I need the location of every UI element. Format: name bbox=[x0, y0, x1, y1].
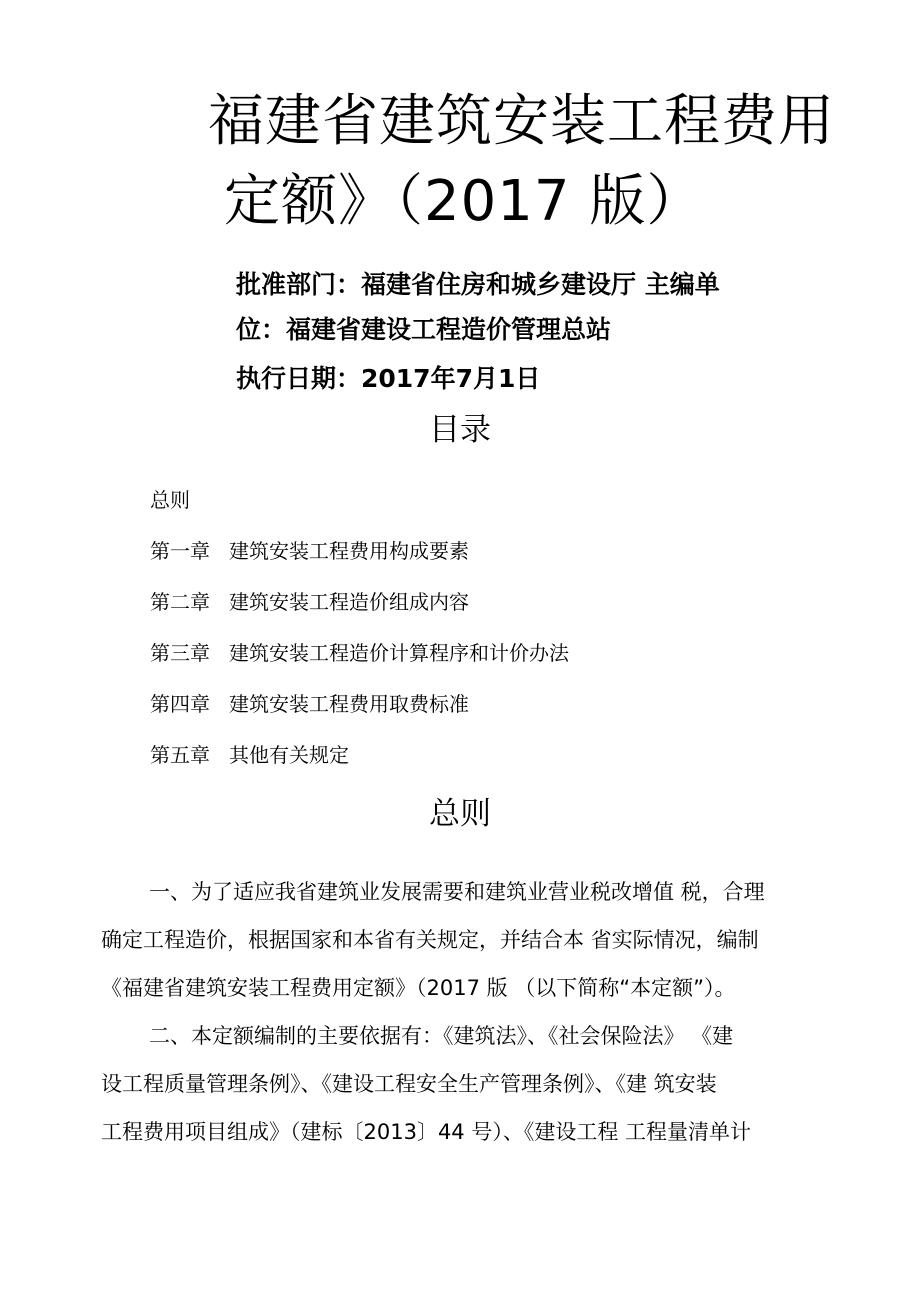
paragraph-2-line: 设工程质量管理条例》、《建设工程安全生产管理条例》、《建 筑安装 bbox=[101, 1072, 717, 1096]
toc-item-title: 建筑安装工程造价组成内容 bbox=[229, 590, 469, 614]
toc-item-chapter: 第五章 bbox=[150, 743, 210, 767]
toc-item-chapter-1 bbox=[150, 526, 569, 577]
toc-item-chapter: 第四章 bbox=[150, 692, 210, 716]
document-meta bbox=[236, 262, 836, 401]
document-title-line1: 福建省建筑安装工程费用 bbox=[208, 89, 835, 154]
toc-item-chapter: 第三章 bbox=[150, 641, 210, 665]
toc-item-chapter: 总则 bbox=[150, 488, 190, 512]
toc-item-chapter: 第一章 bbox=[150, 539, 210, 563]
toc-item-chapter-5 bbox=[150, 730, 569, 781]
paragraph-1-line: 确定工程造价，根据国家和本省有关规定，并结合本 省实际情况，编制 bbox=[101, 928, 759, 952]
toc-item-chapter-2 bbox=[150, 577, 569, 628]
toc-list bbox=[150, 475, 569, 781]
toc-item-chapter-3 bbox=[150, 628, 569, 679]
toc-item-title: 建筑安装工程费用构成要素 bbox=[229, 539, 469, 563]
toc-item-title: 建筑安装工程造价计算程序和计价办法 bbox=[229, 641, 569, 665]
paragraph-1 bbox=[101, 868, 821, 1012]
paragraph-2-line: 二、本定额编制的主要依据有：《建筑法》、《社会保险法》 《建 bbox=[149, 1024, 734, 1048]
toc-item-title: 其他有关规定 bbox=[229, 743, 349, 767]
meta-editor-line: 位：福建省建设工程造价管理总站 bbox=[236, 315, 612, 344]
document-title bbox=[208, 82, 848, 242]
meta-effective-date: 执行日期：2017年7月1日 bbox=[236, 364, 541, 393]
paragraph-1-line: 《福建省建筑安装工程费用定额》（2017 版 （以下简称“本定额”）。 bbox=[101, 976, 736, 1000]
meta-approval-line: 批准部门：福建省住房和城乡建设厅 主编单 bbox=[236, 270, 720, 299]
section-heading-general: 总则 bbox=[429, 796, 491, 832]
toc-item-chapter-4 bbox=[150, 679, 569, 730]
paragraph-2 bbox=[101, 1012, 821, 1156]
toc-item-title: 建筑安装工程费用取费标准 bbox=[229, 692, 469, 716]
toc-heading: 目录 bbox=[429, 412, 491, 448]
paragraph-2-line: 工程费用项目组成》（建标〔2013〕44 号）、《建设工程 工程量清单计 bbox=[101, 1120, 752, 1144]
toc-item-general bbox=[150, 475, 569, 526]
paragraph-1-line: 一、为了适应我省建筑业发展需要和建筑业营业税改增值 税，合理 bbox=[149, 880, 765, 904]
document-title-line2: 定额》（2017 版） bbox=[224, 169, 704, 234]
toc-item-chapter: 第二章 bbox=[150, 590, 210, 614]
